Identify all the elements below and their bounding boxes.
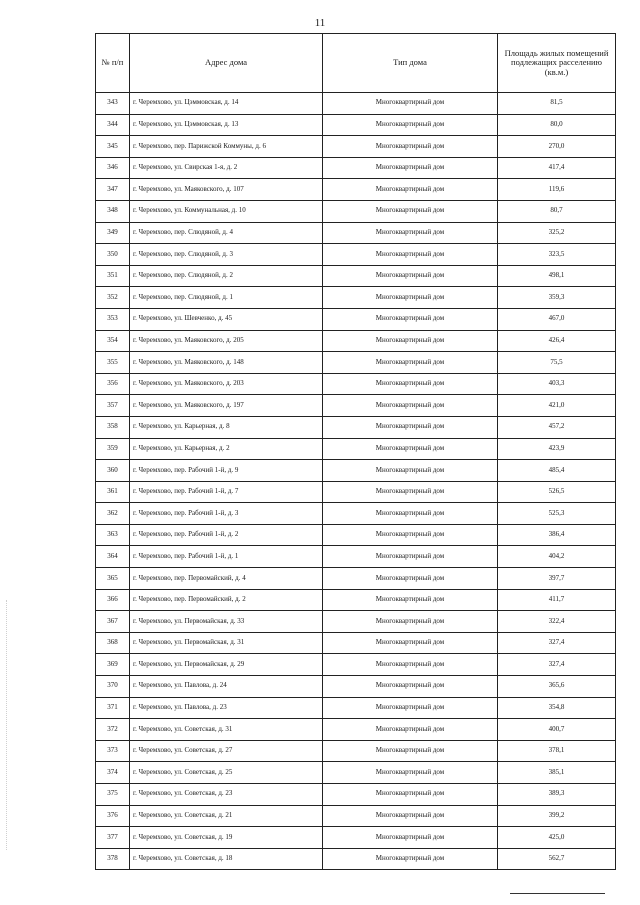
header-address: Адрес дома (130, 34, 323, 93)
row-area-cell: 327,4 (498, 632, 616, 654)
table-header (96, 34, 616, 93)
row-type-cell: Многоквартирный дом (323, 524, 498, 546)
row-area-cell: 327,4 (498, 654, 616, 676)
row-area-cell: 323,5 (498, 244, 616, 266)
row-num-cell: 351 (96, 265, 130, 287)
page-number: 11 (314, 17, 326, 29)
row-num-cell: 365 (96, 568, 130, 590)
row-num-cell: 374 (96, 762, 130, 784)
row-address-cell: г. Черемхово, ул. Первомайская, д. 33 (130, 611, 323, 633)
row-address-cell: г. Черемхово, пер. Слюдяной, д. 4 (130, 222, 323, 244)
row-address-cell: г. Черемхово, ул. Советская, д. 21 (130, 805, 323, 827)
row-area-cell: 119,6 (498, 179, 616, 201)
row-type-cell: Многоквартирный дом (323, 200, 498, 222)
row-type-cell: Многоквартирный дом (323, 395, 498, 417)
table-row (96, 93, 616, 115)
footer-rule (510, 893, 605, 894)
row-type-cell: Многоквартирный дом (323, 784, 498, 806)
row-num-cell: 344 (96, 114, 130, 136)
row-num-cell: 378 (96, 848, 130, 870)
table-row (96, 676, 616, 698)
row-area-cell: 411,7 (498, 589, 616, 611)
row-address-cell: г. Черемхово, пер. Первомайский, д. 4 (130, 568, 323, 590)
table-row (96, 848, 616, 870)
row-type-cell: Многоквартирный дом (323, 589, 498, 611)
row-address-cell: г. Черемхово, ул. Маяковского, д. 205 (130, 330, 323, 352)
header-num: № п/п (96, 34, 130, 93)
table-row (96, 438, 616, 460)
row-address-cell: г. Черемхово, ул. Коммунальная, д. 10 (130, 200, 323, 222)
row-num-cell: 349 (96, 222, 130, 244)
row-address-cell: г. Черемхово, пер. Рабочий 1-й, д. 3 (130, 503, 323, 525)
row-num-cell: 350 (96, 244, 130, 266)
row-type-cell: Многоквартирный дом (323, 632, 498, 654)
row-area-cell: 426,4 (498, 330, 616, 352)
row-num-cell: 345 (96, 136, 130, 158)
table-row (96, 200, 616, 222)
row-address-cell: г. Черемхово, ул. Маяковского, д. 107 (130, 179, 323, 201)
row-num-cell: 375 (96, 784, 130, 806)
row-address-cell: г. Черемхово, ул. Свирская 1-я, д. 2 (130, 157, 323, 179)
row-area-cell: 385,1 (498, 762, 616, 784)
row-area-cell: 498,1 (498, 265, 616, 287)
table-row (96, 395, 616, 417)
row-area-cell: 386,4 (498, 524, 616, 546)
row-area-cell: 404,2 (498, 546, 616, 568)
resettlement-table (95, 33, 616, 870)
row-address-cell: г. Черемхово, ул. Первомайская, д. 29 (130, 654, 323, 676)
row-address-cell: г. Черемхово, пер. Слюдяной, д. 3 (130, 244, 323, 266)
table-row (96, 589, 616, 611)
row-type-cell: Многоквартирный дом (323, 481, 498, 503)
row-type-cell: Многоквартирный дом (323, 676, 498, 698)
table-row (96, 762, 616, 784)
row-area-cell: 378,1 (498, 740, 616, 762)
row-address-cell: г. Черемхово, ул. Павлова, д. 23 (130, 697, 323, 719)
row-num-cell: 363 (96, 524, 130, 546)
row-type-cell: Многоквартирный дом (323, 373, 498, 395)
row-address-cell: г. Черемхово, пер. Рабочий 1-й, д. 2 (130, 524, 323, 546)
row-area-cell: 80,7 (498, 200, 616, 222)
row-num-cell: 372 (96, 719, 130, 741)
table-row (96, 179, 616, 201)
row-num-cell: 362 (96, 503, 130, 525)
row-area-cell: 400,7 (498, 719, 616, 741)
table-row (96, 287, 616, 309)
row-type-cell: Многоквартирный дом (323, 654, 498, 676)
row-area-cell: 399,2 (498, 805, 616, 827)
row-num-cell: 366 (96, 589, 130, 611)
table-row (96, 416, 616, 438)
row-address-cell: г. Черемхово, ул. Павлова, д. 24 (130, 676, 323, 698)
row-address-cell: г. Черемхово, ул. Первомайская, д. 31 (130, 632, 323, 654)
row-type-cell: Многоквартирный дом (323, 265, 498, 287)
table-row (96, 568, 616, 590)
row-num-cell: 353 (96, 308, 130, 330)
row-address-cell: г. Черемхово, ул. Цэммовская, д. 13 (130, 114, 323, 136)
row-type-cell: Многоквартирный дом (323, 179, 498, 201)
scan-margin-mark (6, 600, 7, 850)
row-area-cell: 389,3 (498, 784, 616, 806)
row-type-cell: Многоквартирный дом (323, 308, 498, 330)
row-type-cell: Многоквартирный дом (323, 805, 498, 827)
table-row (96, 654, 616, 676)
row-num-cell: 376 (96, 805, 130, 827)
row-num-cell: 357 (96, 395, 130, 417)
row-area-cell: 80,0 (498, 114, 616, 136)
row-num-cell: 373 (96, 740, 130, 762)
header-house-type: Тип дома (323, 34, 498, 93)
table-row (96, 222, 616, 244)
row-address-cell: г. Черемхово, пер. Рабочий 1-й, д. 1 (130, 546, 323, 568)
row-area-cell: 467,0 (498, 308, 616, 330)
row-address-cell: г. Черемхово, ул. Советская, д. 25 (130, 762, 323, 784)
row-address-cell: г. Черемхово, ул. Советская, д. 23 (130, 784, 323, 806)
row-num-cell: 371 (96, 697, 130, 719)
row-area-cell: 325,2 (498, 222, 616, 244)
row-type-cell: Многоквартирный дом (323, 740, 498, 762)
row-area-cell: 562,7 (498, 848, 616, 870)
row-address-cell: г. Черемхово, пер. Первомайский, д. 2 (130, 589, 323, 611)
row-type-cell: Многоквартирный дом (323, 503, 498, 525)
row-type-cell: Многоквартирный дом (323, 762, 498, 784)
row-type-cell: Многоквартирный дом (323, 93, 498, 115)
row-num-cell: 354 (96, 330, 130, 352)
row-type-cell: Многоквартирный дом (323, 222, 498, 244)
table-row (96, 740, 616, 762)
row-num-cell: 343 (96, 93, 130, 115)
row-address-cell: г. Черемхово, пер. Слюдяной, д. 1 (130, 287, 323, 309)
row-type-cell: Многоквартирный дом (323, 611, 498, 633)
row-num-cell: 358 (96, 416, 130, 438)
table-row (96, 524, 616, 546)
row-area-cell: 423,9 (498, 438, 616, 460)
row-num-cell: 377 (96, 827, 130, 849)
table-row (96, 265, 616, 287)
row-num-cell: 370 (96, 676, 130, 698)
row-area-cell: 397,7 (498, 568, 616, 590)
row-address-cell: г. Черемхово, ул. Маяковского, д. 197 (130, 395, 323, 417)
row-address-cell: г. Черемхово, пер. Парижской Коммуны, д. 6 (130, 136, 323, 158)
row-type-cell: Многоквартирный дом (323, 416, 498, 438)
row-type-cell: Многоквартирный дом (323, 157, 498, 179)
row-type-cell: Многоквартирный дом (323, 352, 498, 374)
row-area-cell: 270,0 (498, 136, 616, 158)
row-area-cell: 403,3 (498, 373, 616, 395)
row-area-cell: 457,2 (498, 416, 616, 438)
row-area-cell: 485,4 (498, 460, 616, 482)
row-type-cell: Многоквартирный дом (323, 438, 498, 460)
row-area-cell: 359,3 (498, 287, 616, 309)
row-num-cell: 360 (96, 460, 130, 482)
row-address-cell: г. Черемхово, ул. Цэммовская, д. 14 (130, 93, 323, 115)
row-type-cell: Многоквартирный дом (323, 460, 498, 482)
row-num-cell: 368 (96, 632, 130, 654)
row-type-cell: Многоквартирный дом (323, 719, 498, 741)
row-num-cell: 364 (96, 546, 130, 568)
row-type-cell: Многоквартирный дом (323, 568, 498, 590)
row-num-cell: 369 (96, 654, 130, 676)
table-row (96, 136, 616, 158)
table-row (96, 719, 616, 741)
table-row (96, 460, 616, 482)
row-type-cell: Многоквартирный дом (323, 848, 498, 870)
row-area-cell: 322,4 (498, 611, 616, 633)
row-address-cell: г. Черемхово, ул. Маяковского, д. 203 (130, 373, 323, 395)
row-type-cell: Многоквартирный дом (323, 546, 498, 568)
row-area-cell: 421,0 (498, 395, 616, 417)
table-row (96, 244, 616, 266)
table-row (96, 481, 616, 503)
row-address-cell: г. Черемхово, ул. Советская, д. 19 (130, 827, 323, 849)
row-area-cell: 425,0 (498, 827, 616, 849)
table-row (96, 697, 616, 719)
row-type-cell: Многоквартирный дом (323, 114, 498, 136)
row-area-cell: 417,4 (498, 157, 616, 179)
row-type-cell: Многоквартирный дом (323, 330, 498, 352)
table-row (96, 784, 616, 806)
table-row (96, 114, 616, 136)
row-address-cell: г. Черемхово, пер. Рабочий 1-й, д. 7 (130, 481, 323, 503)
row-area-cell: 526,5 (498, 481, 616, 503)
row-address-cell: г. Черемхово, ул. Советская, д. 31 (130, 719, 323, 741)
row-num-cell: 359 (96, 438, 130, 460)
row-num-cell: 348 (96, 200, 130, 222)
table-row (96, 330, 616, 352)
table-row (96, 546, 616, 568)
row-num-cell: 367 (96, 611, 130, 633)
row-num-cell: 355 (96, 352, 130, 374)
row-area-cell: 525,3 (498, 503, 616, 525)
table-row (96, 632, 616, 654)
row-address-cell: г. Черемхово, пер. Слюдяной, д. 2 (130, 265, 323, 287)
table-row (96, 373, 616, 395)
row-num-cell: 347 (96, 179, 130, 201)
row-type-cell: Многоквартирный дом (323, 244, 498, 266)
row-num-cell: 361 (96, 481, 130, 503)
table-row (96, 611, 616, 633)
row-address-cell: г. Черемхово, ул. Советская, д. 18 (130, 848, 323, 870)
row-address-cell: г. Черемхово, пер. Рабочий 1-й, д. 9 (130, 460, 323, 482)
row-num-cell: 356 (96, 373, 130, 395)
table-body (96, 93, 616, 870)
row-area-cell: 365,6 (498, 676, 616, 698)
row-address-cell: г. Черемхово, ул. Советская, д. 27 (130, 740, 323, 762)
row-address-cell: г. Черемхово, ул. Карьерная, д. 8 (130, 416, 323, 438)
table-row (96, 805, 616, 827)
row-type-cell: Многоквартирный дом (323, 287, 498, 309)
header-area: Площадь жилых помещений подлежащих расселению (кв.м.) (498, 34, 616, 93)
row-address-cell: г. Черемхово, ул. Маяковского, д. 148 (130, 352, 323, 374)
table-row (96, 827, 616, 849)
row-area-cell: 75,5 (498, 352, 616, 374)
row-area-cell: 354,8 (498, 697, 616, 719)
row-type-cell: Многоквартирный дом (323, 827, 498, 849)
row-address-cell: г. Черемхово, ул. Карьерная, д. 2 (130, 438, 323, 460)
table-row (96, 503, 616, 525)
table-row (96, 352, 616, 374)
row-num-cell: 352 (96, 287, 130, 309)
row-area-cell: 81,5 (498, 93, 616, 115)
row-type-cell: Многоквартирный дом (323, 136, 498, 158)
row-num-cell: 346 (96, 157, 130, 179)
table-row (96, 157, 616, 179)
table-row (96, 308, 616, 330)
row-type-cell: Многоквартирный дом (323, 697, 498, 719)
row-address-cell: г. Черемхово, ул. Шевченко, д. 45 (130, 308, 323, 330)
